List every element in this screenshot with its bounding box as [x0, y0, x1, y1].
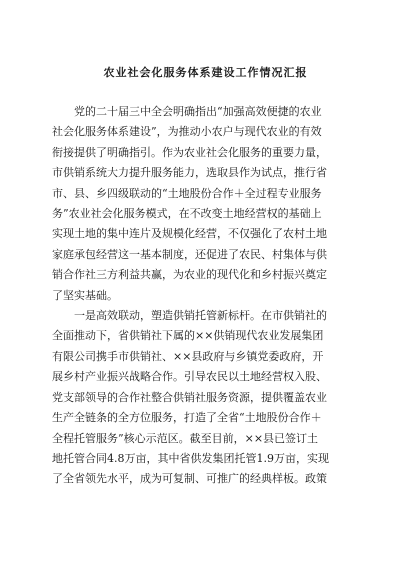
paragraph-line: 一是高效联动，塑造供销托管新标杆。在市供销社的	[74, 309, 327, 323]
body-paragraph	[52, 102, 359, 306]
paragraph-line: 实现土地的集中连片及规模化经营，不仅强化了农村土地	[52, 227, 327, 241]
paragraph-line: 地托管合同4.8万亩，其中省供发集团托管1.9万亩，实现	[52, 451, 329, 465]
paragraph-line: 全面推动下，省供销社下属的××供销现代农业发展集团	[52, 329, 324, 343]
body-paragraph	[52, 306, 359, 490]
paragraph-line: 市、县、乡四级联动的“土地股份合作＋全过程专业服务	[52, 186, 322, 200]
paragraph-line: 全程托管服务”核心示范区。截至目前，××县已签订土	[52, 431, 319, 445]
paragraph-line: 党的二十届三中全会明确指出“加强高效便捷的农业	[74, 105, 322, 118]
paragraph-line: 衔接提供了明确指引。作为农业社会化服务的重要力量，	[52, 145, 327, 159]
paragraph-line: 有限公司携手市供销社、××县政府与乡镇党委政府，开	[52, 349, 324, 363]
paragraph-line: 市供销系统大力提升服务能力，选取县作为试点，推行省	[52, 166, 327, 180]
document-title: 农业社会化服务体系建设工作情况汇报	[103, 66, 308, 79]
paragraph-line: 了全省领先水平，成为可复制、可推广的经典样板。政策	[52, 472, 327, 486]
paragraph-line: 生产全链条的全方位服务，打造了全省“土地股份合作＋	[52, 411, 322, 425]
paragraph-line: 了坚实基础。	[52, 288, 118, 302]
paragraph-line: 家庭承包经营这一基本制度，还促进了农民、村集体与供	[52, 247, 327, 261]
paragraph-line: 展乡村产业振兴战略合作。引导农民以土地经营权入股、	[52, 370, 327, 384]
paragraph-line: 务”农业社会化服务模式，在不改变土地经营权的基础上	[52, 207, 322, 221]
paragraph-line: 销合作社三方利益共赢，为农业的现代化和乡村振兴奠定	[52, 268, 327, 282]
paragraph-line: 党支部领导的合作社整合供销社服务资源，提供覆盖农业	[52, 390, 327, 404]
paragraph-line: 社会化服务体系建设”，为推动小农户与现代农业的有效	[52, 125, 322, 139]
document-body	[52, 102, 359, 490]
